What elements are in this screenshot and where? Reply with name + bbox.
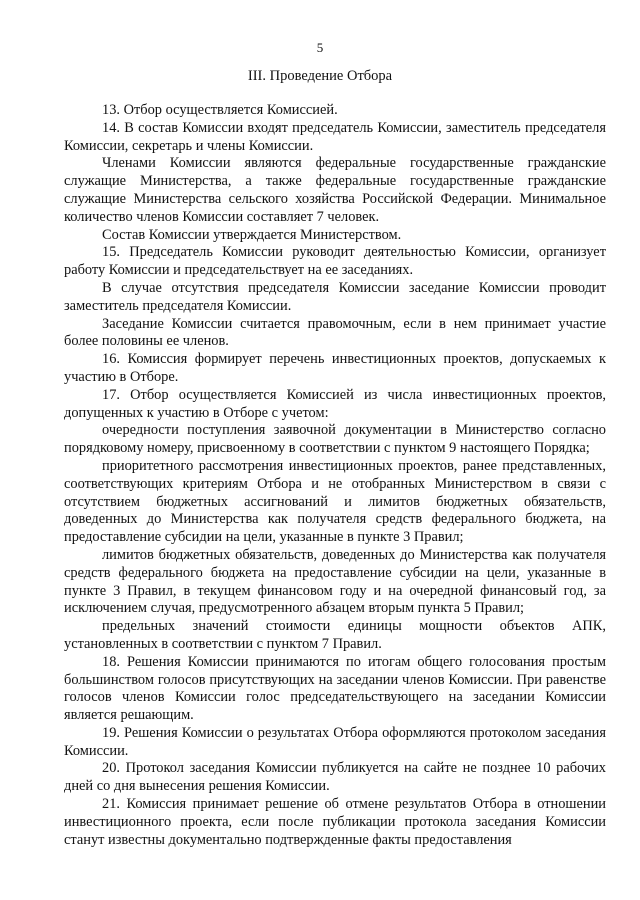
paragraph-20: 20. Протокол заседания Комиссии публикуется на сайте не позднее 10 рабочих дней со дня вынесения решения Комиссии. xyxy=(64,760,606,795)
page-number: 5 xyxy=(316,40,324,55)
paragraph-14: 14. В состав Комиссии входят председатель Комиссии, заместитель председателя Комиссии, секретарь и члены Комиссии. xyxy=(64,119,606,154)
paragraph-17: 17. Отбор осуществляется Комиссией из числа инвестиционных проектов, допущенных к участию в Отборе с учетом: xyxy=(64,386,606,421)
paragraph-15: 15. Председатель Комиссии руководит деятельностью Комиссии, организует работу Комиссии и председательствует на ее заседаниях. xyxy=(64,244,606,279)
paragraph-13: 13. Отбор осуществляется Комиссией. xyxy=(102,102,338,118)
paragraph-21: 21. Комиссия принимает решение об отмене результатов Отбора в отношении инвестиционного проекта, если после публикации протокола заседания Комиссии станут известны документально подтвержденные факты предоставления xyxy=(64,796,606,848)
paragraph-19: 19. Решения Комиссии о результатах Отбора оформляются протоколом заседания Комиссии. xyxy=(64,724,606,759)
paragraph-17-priority: приоритетного рассмотрения инвестиционных проектов, ранее представленных, соответствующих критериям Отбора и не отобранных Министерством в связи с отсутствием бюджетных ассигнований и лимитов бюджетных обязательств, доведенных до Министерства как получателя средств федерального бюджета, на предоставление субсидии на цели, указанные в пункте 3 Правил; xyxy=(64,457,606,546)
paragraph-16: 16. Комиссия формирует перечень инвестиционных проектов, допускаемых к участию в Отборе. xyxy=(64,351,606,385)
paragraph-17-queue: очередности поступления заявочной документации в Министерство согласно порядковому номеру, присвоенному в соответствии с пунктом 9 настоящего Порядка; xyxy=(64,422,606,457)
paragraph-14-approval: Состав Комиссии утверждается Министерством. xyxy=(102,226,402,243)
paragraph-17-limits: лимитов бюджетных обязательств, доведенных до Министерства как получателя средств федерального бюджета на предоставление субсидии на цели, указанные в пункте 3 Правил, в текущем финансовом году и на очередной финансовый год, за исключением случая, предусмотренного абзацем вторым пункта 5 Правил; xyxy=(64,546,606,617)
document-body xyxy=(64,102,606,849)
section-title: III. Проведение Отбора xyxy=(247,68,393,84)
paragraph-15-quorum: Заседание Комиссии считается правомочным, если в нем принимает участие более половины ее членов. xyxy=(64,315,606,350)
paragraph-17-cost: предельных значений стоимости единицы мощности объектов АПК, установленных в соответствии с пунктом 7 Правил. xyxy=(64,618,606,652)
paragraph-14-members: Членами Комиссии являются федеральные государственные гражданские служащие Министерства, а также федеральные государственные гражданские служащие Министерства сельского хозяйства Российской Федерации. Минимальное количество членов Комиссии составляет 7 человек. xyxy=(64,155,606,225)
paragraph-18: 18. Решения Комиссии принимаются по итогам общего голосования простым большинством голосов присутствующих на заседании членов Комиссии. При равенстве голосов членов Комиссии голос председательствующего на заседании Комиссии является решающим. xyxy=(64,653,606,724)
paragraph-15-deputy: В случае отсутствия председателя Комиссии заседание Комиссии проводит заместитель председателя Комиссии. xyxy=(64,279,606,314)
